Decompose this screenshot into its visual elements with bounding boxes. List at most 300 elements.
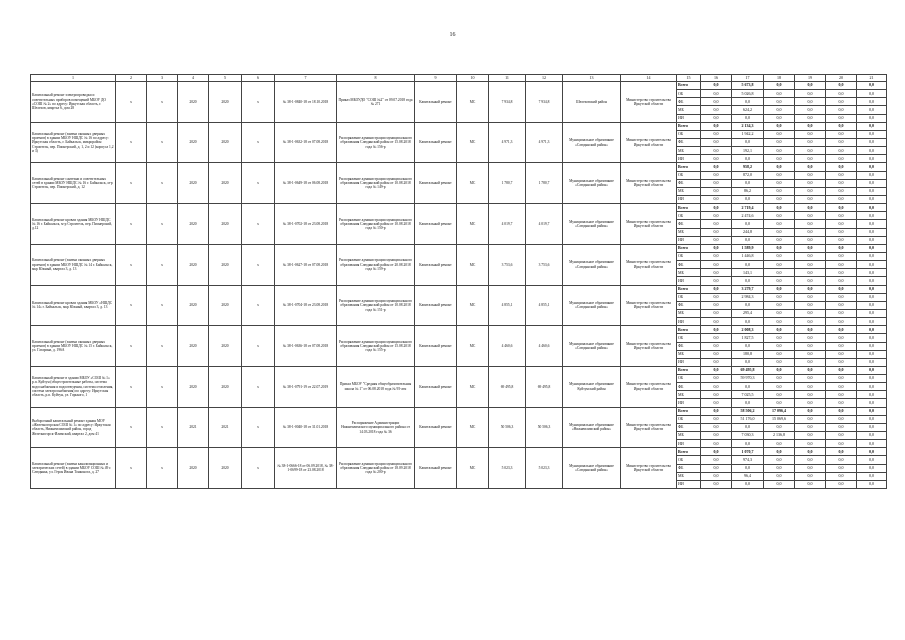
amount-col-17: 3 279,7 [732,285,764,293]
capacity-unit: МС [457,448,489,489]
capacity-unit: МС [457,163,489,204]
column-number-row [31,75,887,82]
amount-col-19: 0,0 [795,106,826,114]
cell-col-3: х [147,448,178,489]
amount-col-21: 0,0 [857,212,887,220]
cell-start-year: 2020 [178,326,209,367]
amount-col-17: 0,0 [732,155,764,163]
expertise-conclusion: № 38-1-0649-18 от 06.08.2018 [275,163,337,204]
amount-col-20: 0,0 [826,480,857,488]
column-number-cell: 1 [31,75,116,82]
amount-col-18: 0,0 [764,285,795,293]
amount-col-16: 0,0 [701,252,732,260]
amount-col-16: 0,0 [701,407,732,415]
column-number-cell: 2 [116,75,147,82]
object-description: Капитальный ремонт в здании МБОУ «СОШ № 1» р.п. Куйтун (общестроительные работы, система водоснабжения и водоотведения, система отопления, система электроснабжения) по адресу: Иркутская область, р.п. Куйтун, ул. Горького, 1 [31,366,116,407]
amount-col-17: 2 134,3 [732,122,764,130]
amount-col-20: 0,0 [826,391,857,399]
funding-source: МБ [677,187,701,195]
amount-col-17: 0,0 [732,480,764,488]
cell-col-6: х [242,448,275,489]
column-number-cell: 11 [489,75,526,82]
amount-col-19: 0,0 [795,293,826,301]
amount-col-20: 0,0 [826,472,857,480]
amount-col-16: 0,0 [701,261,732,269]
amount-col-19: 0,0 [795,179,826,187]
approval-document: Распоряжение администрации муниципального образования Слюдянский район от 10.08.2018 года № 151-р [337,285,415,326]
cell-end-year: 2020 [209,326,242,367]
amount-col-21: 0,0 [857,285,887,293]
funding-source: ОБ [677,293,701,301]
funding-source: ОБ [677,171,701,179]
amount-col-21: 0,0 [857,301,887,309]
amount-col-18: 0,0 [764,358,795,366]
amount-col-20: 0,0 [826,407,857,415]
approval-document: Распоряжение администрации муниципального образования Слюдянский район от 10.08.2018 года № 149-р [337,163,415,204]
amount-col-16: 0,0 [701,122,732,130]
cell-start-year: 2020 [178,448,209,489]
funding-source: ИИ [677,440,701,448]
capacity-unit: МС [457,326,489,367]
amount-col-21: 0,0 [857,138,887,146]
amount-col-18: 0,0 [764,399,795,407]
amount-col-19: 0,0 [795,423,826,431]
amount-col-16: 0,0 [701,138,732,146]
cell-col-6: х [242,366,275,407]
object-description: Капитальный ремонт кровли здания МБОУ «НШДС № 14» г. Байкальск, мкр Южный, квартал 3, д. 13 [31,285,116,326]
amount-col-20: 0,0 [826,138,857,146]
funding-source: ИИ [677,195,701,203]
amount-col-16: 0,0 [701,228,732,236]
amount-col-19: 0,0 [795,415,826,423]
funding-source: МБ [677,309,701,317]
amount-col-21: 0,0 [857,179,887,187]
amount-col-17: 0,0 [732,179,764,187]
column-number-cell: 9 [415,75,457,82]
cell-col-3: х [147,326,178,367]
responsible-ministry: Министерство строительства Иркутской области [621,244,677,285]
amount-col-17: 0,0 [732,423,764,431]
amount-col-16: 0,0 [701,269,732,277]
amount-col-16: 0,0 [701,179,732,187]
amount-col-18: 0,0 [764,293,795,301]
amount-col-20: 0,0 [826,236,857,244]
column-number-cell: 19 [795,75,826,82]
amount-col-20: 0,0 [826,375,857,383]
funding-source: ОБ [677,375,701,383]
amount-col-19: 0,0 [795,334,826,342]
amount-col-21: 0,0 [857,252,887,260]
responsible-ministry: Министерство строительства Иркутской области [621,285,677,326]
amount-col-21: 0,0 [857,106,887,114]
cell-col-2: х [116,366,147,407]
amount-col-17: 0,0 [732,383,764,391]
amount-col-17: 624,2 [732,106,764,114]
amount-col-19: 0,0 [795,375,826,383]
amount-col-16: 0,0 [701,448,732,456]
amount-col-20: 0,0 [826,456,857,464]
amount-col-20: 0,0 [826,195,857,203]
object-description: Капитальный ремонт (замена оконных дверных проемов) в здании МБОУ НШДС № 16 по адресу: Иркутская область, г. Байкальск, микрорайон Строитель, пер. Пионерский, д. 1, 2 и 12 (корпуса 1,2 и 3) [31,122,116,163]
amount-col-21: 0,0 [857,334,887,342]
funding-source: ФБ [677,98,701,106]
work-type: Капитальный ремонт [415,244,457,285]
amount-col-18: 0,0 [764,106,795,114]
amount-col-16: 0,0 [701,187,732,195]
amount-col-18: 0,0 [764,383,795,391]
amount-col-21: 0,0 [857,423,887,431]
funding-source: МБ [677,432,701,440]
amount-col-19: 0,0 [795,138,826,146]
amount-col-21: 0,0 [857,318,887,326]
amount-col-16: 0,0 [701,114,732,122]
amount-col-18: 0,0 [764,252,795,260]
amount-col-18: 0,0 [764,147,795,155]
approval-document: Распоряжение администрации муниципального образования Слюдянский район от 15.08.2018 года № 155-р [337,326,415,367]
funding-source: Всего [677,407,701,415]
amount-col-19: 0,0 [795,326,826,334]
amount-col-17: 1 589,9 [732,244,764,252]
amount-col-16: 0,0 [701,432,732,440]
amount-col-20: 0,0 [826,155,857,163]
amount-col-20: 0,0 [826,399,857,407]
object-description: Выборочный капитальный ремонт здания МОУ «Железногорская СОШ № 1» по адресу: Иркутская область, Нижнеилимский район, город Железногорск-Илимский, квартал 2, дом 41 [31,407,116,448]
cell-col-2: х [116,244,147,285]
remaining-cost: 69 495,8 [526,366,563,407]
amount-col-20: 0,0 [826,82,857,90]
amount-col-19: 0,0 [795,350,826,358]
amount-col-20: 0,0 [826,187,857,195]
amount-col-18: 0,0 [764,366,795,374]
amount-col-17: 2 719,4 [732,204,764,212]
amount-col-19: 0,0 [795,448,826,456]
capacity-unit: МС [457,366,489,407]
table-row [31,244,887,252]
amount-col-21: 0,0 [857,98,887,106]
cell-col-6: х [242,163,275,204]
amount-col-18: 0,0 [764,98,795,106]
remaining-cost: 4 019,7 [526,204,563,245]
amount-col-19: 0,0 [795,301,826,309]
amount-col-16: 0,0 [701,334,732,342]
table-row [31,204,887,212]
cell-start-year: 2020 [178,122,209,163]
amount-col-18: 0,0 [764,456,795,464]
amount-col-16: 0,0 [701,204,732,212]
amount-col-16: 0,0 [701,285,732,293]
amount-col-17: 0,0 [732,399,764,407]
table-row [31,326,887,334]
capacity-unit: МС [457,285,489,326]
funding-source: ФБ [677,423,701,431]
amount-col-18: 0,0 [764,138,795,146]
funding-source: ОБ [677,212,701,220]
amount-col-19: 0,0 [795,399,826,407]
municipality: Муниципальное образование «Слюдянский район» [563,244,621,285]
cell-end-year: 2021 [209,407,242,448]
amount-col-18: 0,0 [764,480,795,488]
funding-source: Всего [677,122,701,130]
amount-col-18: 0,0 [764,236,795,244]
amount-col-17: 58 506,2 [732,407,764,415]
amount-col-19: 0,0 [795,309,826,317]
amount-col-21: 0,0 [857,122,887,130]
amount-col-19: 0,0 [795,204,826,212]
amount-col-17: 0,0 [732,318,764,326]
amount-col-21: 0,0 [857,195,887,203]
capacity-unit: МС [457,204,489,245]
amount-col-19: 0,0 [795,432,826,440]
responsible-ministry: Министерство строительства Иркутской области [621,448,677,489]
amount-col-17: 958,2 [732,163,764,171]
expertise-conclusion: № 38-1-0704-18 от 23.08.2018 [275,285,337,326]
amount-col-16: 0,0 [701,366,732,374]
amount-col-19: 0,0 [795,195,826,203]
amount-col-21: 0,0 [857,82,887,90]
amount-col-21: 0,0 [857,187,887,195]
amount-col-20: 0,0 [826,244,857,252]
amount-col-17: 0,0 [732,342,764,350]
amount-col-17: 0,0 [732,195,764,203]
amount-col-19: 0,0 [795,261,826,269]
amount-col-16: 0,0 [701,480,732,488]
amount-col-17: 0,0 [732,114,764,122]
amount-col-19: 0,0 [795,252,826,260]
cell-start-year: 2020 [178,204,209,245]
amount-col-19: 0,0 [795,187,826,195]
cell-col-3: х [147,285,178,326]
funding-source: МБ [677,472,701,480]
amount-col-17: 1 942,2 [732,130,764,138]
funding-source: Всего [677,285,701,293]
amount-col-19: 0,0 [795,114,826,122]
table-row [31,285,887,293]
cell-col-2: х [116,448,147,489]
remaining-cost: 50 506,3 [526,407,563,448]
column-number-cell: 10 [457,75,489,82]
amount-col-20: 0,0 [826,252,857,260]
amount-col-18: 0,0 [764,472,795,480]
amount-col-20: 0,0 [826,326,857,334]
column-number-cell: 21 [857,75,887,82]
amount-col-16: 0,0 [701,155,732,163]
amount-col-21: 0,0 [857,448,887,456]
column-number-cell: 3 [147,75,178,82]
amount-col-17: 0,0 [732,277,764,285]
amount-col-19: 0,0 [795,122,826,130]
funding-source: ФБ [677,301,701,309]
funding-source: ИИ [677,318,701,326]
amount-col-19: 0,0 [795,171,826,179]
capacity-unit: МС [457,82,489,123]
table-row [31,122,887,130]
amount-col-18: 17 096,4 [764,407,795,415]
responsible-ministry: Министерство строительства Иркутской области [621,122,677,163]
amount-col-21: 0,0 [857,391,887,399]
amount-col-21: 0,0 [857,130,887,138]
amount-col-19: 0,0 [795,358,826,366]
amount-col-19: 0,0 [795,383,826,391]
amount-col-21: 0,0 [857,407,887,415]
amount-col-16: 0,0 [701,309,732,317]
amount-col-16: 0,0 [701,212,732,220]
column-number-cell: 20 [826,75,857,82]
amount-col-18: 0,0 [764,82,795,90]
amount-col-20: 0,0 [826,122,857,130]
funding-source: Всего [677,82,701,90]
amount-col-20: 0,0 [826,301,857,309]
estimated-cost: 4 855,1 [489,285,526,326]
funding-source: ИИ [677,358,701,366]
amount-col-21: 0,0 [857,309,887,317]
estimated-cost: 50 506,3 [489,407,526,448]
object-description: Капитальный ремонт (замена канализационных и электрических сетей) в здании МБОУ СОШ № 49 г. Слюдянка, ул. Героя Ивана Тонконога, д. 27 [31,448,116,489]
estimated-cost: 4 019,7 [489,204,526,245]
amount-col-20: 0,0 [826,366,857,374]
amount-col-18: 0,0 [764,342,795,350]
remaining-cost: 3 753,6 [526,244,563,285]
page-number: 16 [449,32,456,38]
column-number-cell: 5 [209,75,242,82]
amount-col-21: 0,0 [857,114,887,122]
amount-col-17: 244,8 [732,228,764,236]
amount-col-19: 0,0 [795,269,826,277]
amount-col-18: 0,0 [764,155,795,163]
amount-col-18: 0,0 [764,423,795,431]
cell-col-3: х [147,244,178,285]
amount-col-19: 0,0 [795,407,826,415]
estimated-cost: 4 971,3 [489,122,526,163]
amount-col-21: 0,0 [857,147,887,155]
amount-col-19: 0,0 [795,366,826,374]
amount-col-19: 0,0 [795,98,826,106]
approval-document: Распоряжение Администрации Нижнеилимского муниципального района от 14.03.2018 года № 36 [337,407,415,448]
estimated-cost: 1 780,7 [489,163,526,204]
amount-col-18: 0,0 [764,440,795,448]
amount-col-21: 0,0 [857,472,887,480]
amount-col-18: 0,0 [764,220,795,228]
cell-col-3: х [147,122,178,163]
amount-col-20: 0,0 [826,423,857,431]
amount-col-16: 0,0 [701,220,732,228]
funding-source: ИИ [677,155,701,163]
amount-col-18: 0,0 [764,277,795,285]
funding-source: ИИ [677,399,701,407]
column-number-cell: 14 [621,75,677,82]
municipality: Муниципальное образование Куйтунский район [563,366,621,407]
amount-col-21: 0,0 [857,277,887,285]
amount-col-18: 0,0 [764,228,795,236]
amount-col-19: 0,0 [795,90,826,98]
amount-col-21: 0,0 [857,90,887,98]
municipality: Муниципальное образование «Слюдянский район» [563,163,621,204]
amount-col-20: 0,0 [826,204,857,212]
amount-col-21: 0,0 [857,480,887,488]
amount-col-20: 0,0 [826,228,857,236]
amount-col-16: 0,0 [701,358,732,366]
amount-col-20: 0,0 [826,147,857,155]
funding-source: ОБ [677,456,701,464]
amount-col-17: 0,0 [732,220,764,228]
amount-col-21: 0,0 [857,228,887,236]
amount-col-18: 0,0 [764,269,795,277]
amount-col-16: 0,0 [701,90,732,98]
amount-col-20: 0,0 [826,212,857,220]
cell-col-2: х [116,163,147,204]
amount-col-17: 0,0 [732,464,764,472]
amount-col-20: 0,0 [826,106,857,114]
expertise-conclusion: № 38-1-0627-18 от 07.08.2018 [275,244,337,285]
approval-document: Распоряжение администрации муниципального образования Слюдянский район от 18.09.2018 года № 200-р [337,448,415,489]
amount-col-17: 2 984,3 [732,293,764,301]
funding-source: ФБ [677,464,701,472]
amount-col-17: 1 827,5 [732,334,764,342]
funding-source: МБ [677,391,701,399]
work-type: Капитальный ремонт [415,204,457,245]
amount-col-21: 0,0 [857,236,887,244]
funding-source: Всего [677,163,701,171]
amount-col-16: 0,0 [701,147,732,155]
amount-col-16: 0,0 [701,236,732,244]
cell-start-year: 2020 [178,285,209,326]
amount-col-20: 0,0 [826,432,857,440]
municipality: Муниципальное образование «Нижнеилимский район» [563,407,621,448]
amount-col-20: 0,0 [826,318,857,326]
amount-col-19: 0,0 [795,220,826,228]
amount-col-19: 0,0 [795,277,826,285]
amount-col-20: 0,0 [826,171,857,179]
column-number-cell: 13 [563,75,621,82]
object-description: Капитальный ремонт кровли здания МБОУ НШДС № 16 г. Байкальск, м-р Строитель, пер. Пионерский, д.12 [31,204,116,245]
amount-col-20: 0,0 [826,114,857,122]
cell-start-year: 2020 [178,366,209,407]
amount-col-18: 0,0 [764,464,795,472]
amount-col-19: 0,0 [795,163,826,171]
amount-col-18: 0,0 [764,122,795,130]
amount-col-17: 1 070,7 [732,448,764,456]
amount-col-20: 0,0 [826,464,857,472]
amount-col-21: 0,0 [857,399,887,407]
responsible-ministry: Министерство строительства Иркутской области [621,82,677,123]
expertise-conclusion: № 38-1-0666-18 от 06.09.2018, № 38-1-0699-18 от 23.08.2018 [275,448,337,489]
cell-end-year: 2020 [209,366,242,407]
amount-col-17: 0,0 [732,440,764,448]
amount-col-16: 0,0 [701,98,732,106]
cell-col-2: х [116,285,147,326]
amount-col-16: 0,0 [701,301,732,309]
amount-col-16: 0,0 [701,350,732,358]
amount-col-16: 0,0 [701,244,732,252]
amount-col-18: 0,0 [764,163,795,171]
amount-col-19: 0,0 [795,391,826,399]
amount-col-21: 0,0 [857,326,887,334]
funding-source: ИИ [677,236,701,244]
funding-source: ФБ [677,383,701,391]
amount-col-17: 2 474,6 [732,212,764,220]
amount-col-16: 0,0 [701,342,732,350]
amount-col-19: 0,0 [795,464,826,472]
municipality: Муниципальное образование «Слюдянский район» [563,326,621,367]
cell-col-3: х [147,204,178,245]
municipality: Шелеховский район [563,82,621,123]
amount-col-20: 0,0 [826,269,857,277]
object-description: Капитальный ремонт сантехни и осветительных сетей в здании МБОУ НШДС № 16 г. Байкальск, м-р Строитель, пер. Пионерский, д. 12 [31,163,116,204]
responsible-ministry: Министерство строительства Иркутской области [621,326,677,367]
amount-col-20: 0,0 [826,309,857,317]
funding-source: ОБ [677,252,701,260]
funding-source: Всего [677,448,701,456]
amount-col-21: 0,0 [857,342,887,350]
